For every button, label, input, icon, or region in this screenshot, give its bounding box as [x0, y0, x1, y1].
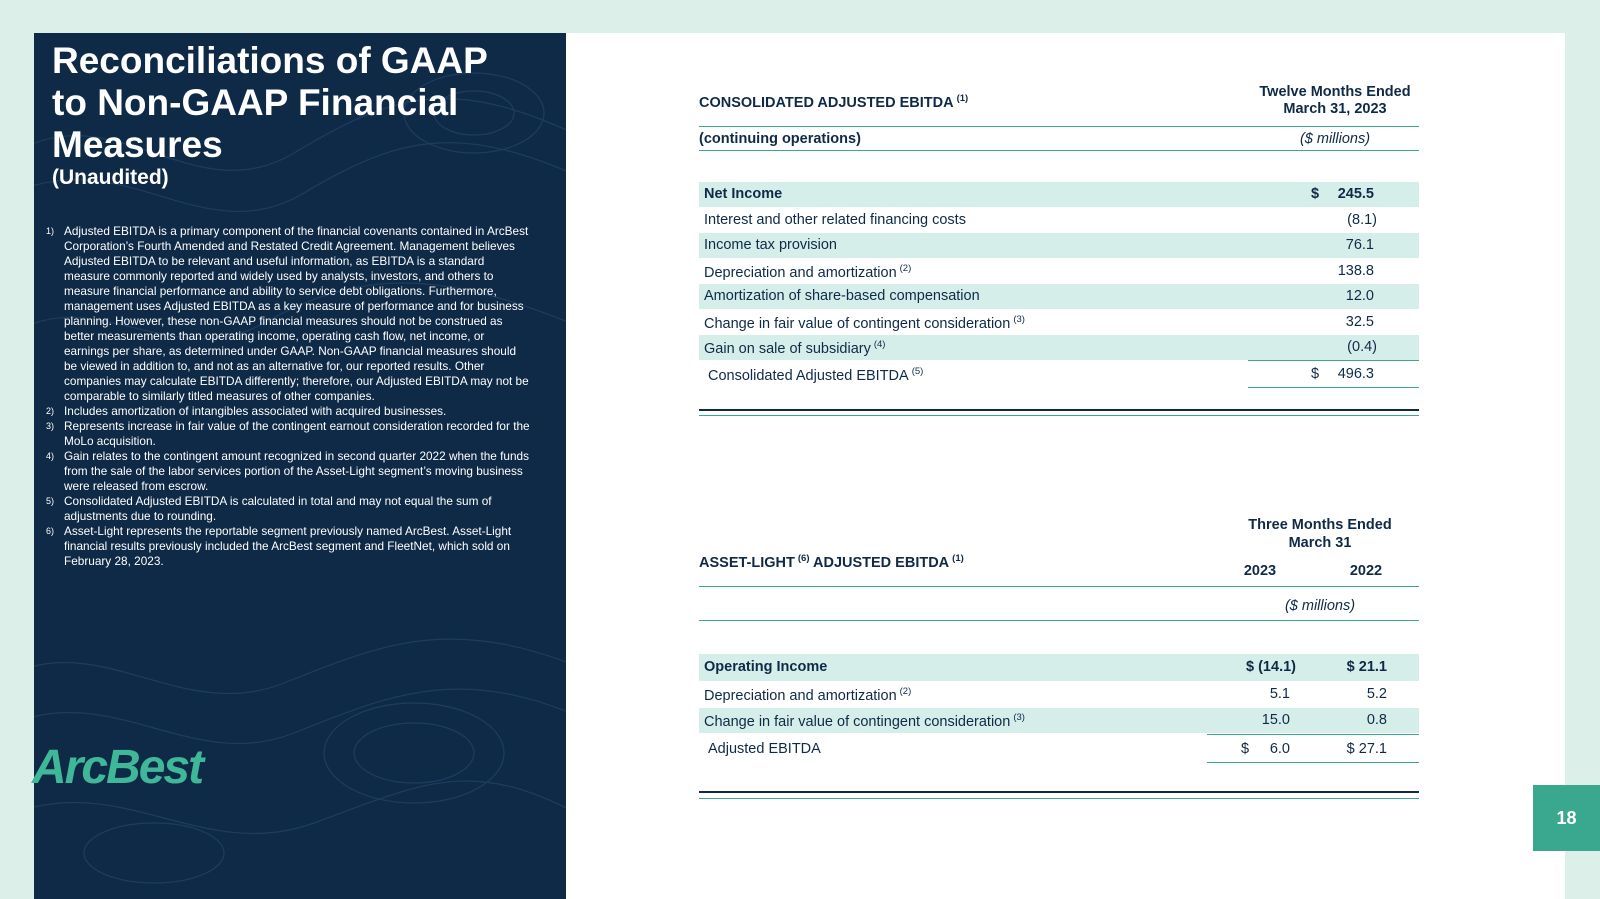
- page-title: Reconciliations of GAAP to Non-GAAP Financial Measures: [52, 40, 488, 165]
- table-row: Adjusted EBITDA $ 6.0 $ 27.1: [708, 741, 1387, 757]
- divider: [1207, 762, 1419, 763]
- divider: [699, 415, 1419, 416]
- table-row: Net Income $ 245.5: [699, 182, 1419, 207]
- table-row: Amortization of share-based compensation 12.0: [699, 284, 1419, 309]
- table1-subheading: (continuing operations): [699, 131, 861, 147]
- divider: [699, 409, 1419, 411]
- divider: [699, 798, 1419, 799]
- footnote: 6) Asset-Light represents the reportable segment previously named ArcBest. Asset-Light financial results previously included the ArcBest segment and FleetNet, which sold on February 28, 2023.: [46, 524, 512, 568]
- table-row: Depreciation and amortization $^{(2)}$ 138.8: [704, 263, 1374, 281]
- arcbest-logo: ArcBest: [32, 741, 203, 794]
- divider: [1248, 387, 1419, 388]
- col-header-2022: 2022: [1349, 563, 1383, 579]
- divider: [699, 586, 1419, 587]
- divider: [699, 126, 1419, 127]
- page-number: 18: [1533, 785, 1600, 851]
- table-row: Interest and other related financing costs (8.1): [704, 212, 1377, 228]
- table2-heading: ASSET-LIGHT $^{(6)}$ ADJUSTED EBITDA $^{(1)}$: [699, 553, 964, 571]
- table-row: Change in fair value of contingent consideration $^{(3)}$ 32.5: [704, 314, 1374, 332]
- table-row: Income tax provision 76.1: [699, 233, 1419, 258]
- divider: [699, 791, 1419, 793]
- footnote: 4) Gain relates to the contingent amount recognized in second quarter 2022 when the funds from the sale of the labor services portion of the Asset-Light segment’s moving business were released from escrow.: [46, 449, 529, 493]
- footnote: 3) Represents increase in fair value of the contingent earnout consideration recorded for the MoLo acquisition.: [46, 419, 530, 448]
- table1-heading: CONSOLIDATED ADJUSTED EBITDA $^{(1)}$: [699, 93, 969, 111]
- divider: [1207, 734, 1419, 735]
- table-row: Consolidated Adjusted EBITDA $^{(5)}$ $ 496.3: [708, 366, 1374, 384]
- table1-units: ($ millions): [1299, 131, 1371, 147]
- footnote: 1) Adjusted EBITDA is a primary component of the financial covenants contained in ArcBest Corporation’s Fourth Amended and Restated Credit Agreement. Management believes Adjusted EBITDA to be relevant and useful information, as EBITDA is a standard measure commonly reported and widely used by analysts, investors, and others to measure financial performance and ability to service debt obligations. Furthermore, management uses Adjusted EBITDA as a key measure of performance and for business planning. However, these non-GAAP financial measures should not be construed as better measurements than operating income, operating cash flow, net income, or earnings per share, as determined under GAAP. Non-GAAP financial measures should be viewed in addition to, and not as an alternative for, our reported results. Other companies may calculate EBITDA differently; therefore, our Adjusted EBITDA may not be comparable to similarly titled measures of other companies.: [46, 224, 529, 403]
- table2-period: Three Months Ended March 31: [1248, 517, 1392, 551]
- table-row: Gain on sale of subsidiary $^{(4)}$ (0.4): [699, 335, 1419, 360]
- page-subtitle: (Unaudited): [52, 166, 169, 189]
- footnote: 2) Includes amortization of intangibles associated with acquired businesses.: [46, 404, 447, 418]
- col-header-2023: 2023: [1243, 563, 1277, 579]
- divider: [699, 620, 1419, 621]
- footnote: 5) Consolidated Adjusted EBITDA is calculated in total and may not equal the sum of adjustments due to rounding.: [46, 494, 492, 523]
- footnotes: [42, 224, 532, 569]
- table2-units: ($ millions): [1284, 598, 1356, 614]
- table-row: Change in fair value of contingent consideration $^{(3)}$ 15.0 0.8: [699, 708, 1419, 733]
- table-row: Depreciation and amortization $^{(2)}$ 5.1 5.2: [704, 686, 1387, 704]
- table-row: Operating Income $ (14.1) $ 21.1: [699, 654, 1419, 681]
- divider: [1248, 360, 1419, 361]
- divider: [699, 150, 1419, 151]
- table1-period: Twelve Months Ended March 31, 2023: [1259, 84, 1411, 117]
